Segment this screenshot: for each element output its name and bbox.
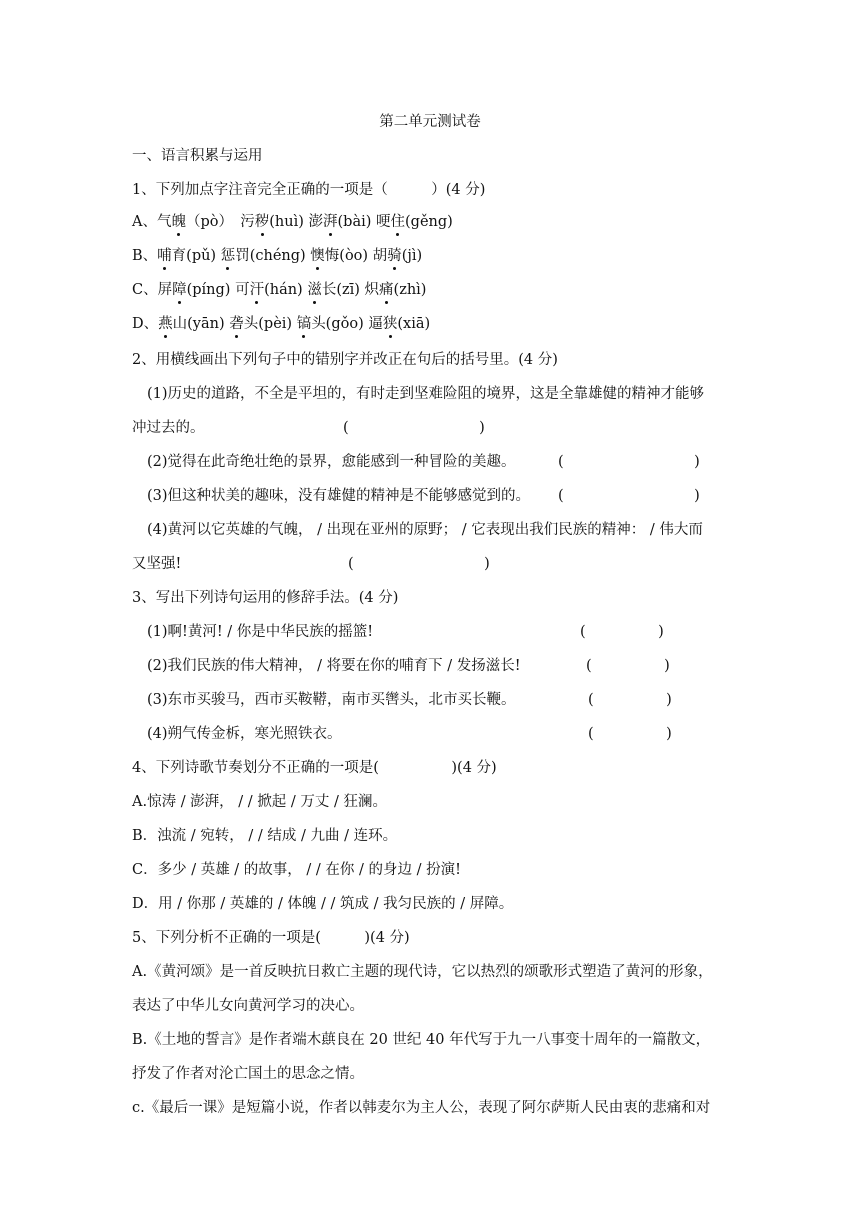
- answer-bracket: ( ): [343, 420, 485, 436]
- question-5-option-b-cont: 抒发了作者对沦亡国土的思念之情。: [132, 1066, 364, 1082]
- question-1-option-b: [132, 246, 740, 266]
- question-2-item-1-cont: 冲过去的。: [132, 420, 205, 436]
- option-text: 罚(chéng): [235, 248, 311, 264]
- option-text: (huì) 澎: [269, 214, 323, 230]
- dotted-character: 秽: [254, 214, 270, 230]
- question-4-stem: 4、下列诗歌节奏划分不正确的一项是( )(4 分): [132, 760, 497, 776]
- option-text: 山(yān): [172, 316, 230, 332]
- question-3-item-3: (3)东市买骏马，西市买鞍鞯，南市买辔头，北市买长鞭。: [147, 692, 516, 708]
- answer-bracket: ( ): [580, 624, 664, 640]
- option-text: (bài) 哽: [337, 214, 391, 230]
- question-5-option-b: B.《土地的誓言》是作者端木蕻良在 20 世纪 40 年代写于九一八事变十周年的一篇散文，: [132, 1032, 711, 1048]
- dotted-character: 砻: [229, 316, 244, 332]
- question-1-option-d: [132, 314, 740, 334]
- dotted-character: 滋: [307, 282, 322, 298]
- option-text: C、屏: [132, 282, 173, 298]
- dotted-character: 懊: [310, 248, 325, 264]
- option-text: A、气: [132, 214, 172, 230]
- option-text: 头(gǒo) 逼: [311, 316, 383, 332]
- answer-bracket: ( ): [558, 454, 700, 470]
- dotted-character: 障: [172, 282, 187, 298]
- option-text: (jì): [401, 248, 423, 264]
- section-heading: 一、语言积累与运用: [132, 148, 263, 164]
- question-5-option-a: A.《黄河颂》是一首反映抗日救亡主题的现代诗，它以热烈的颂歌形式塑造了黄河的形象，: [132, 964, 713, 980]
- question-4-option-b: B．浊流 / 宛转， / / 结成 / 九曲 / 连环。: [132, 828, 398, 844]
- dotted-character: 哺: [157, 248, 172, 264]
- answer-bracket: ( ): [586, 658, 670, 674]
- option-text: （pò） 污: [185, 214, 255, 230]
- answer-bracket: ( ): [558, 488, 700, 504]
- page-title: 第二单元测试卷: [379, 114, 481, 130]
- question-2-item-3: (3)但这种状美的趣味，没有雄健的精神是不能够感觉到的。: [147, 488, 531, 504]
- question-5-option-c: c.《最后一课》是短篇小说，作者以韩麦尔为主人公，表现了阿尔萨斯人民由衷的悲痛和对: [132, 1100, 711, 1116]
- question-3-item-4: (4)朔气传金柝，寒光照铁衣。: [147, 726, 342, 742]
- question-3-item-2: (2)我们民族的伟大精神， / 将要在你的哺育下 / 发扬滋长!: [147, 658, 521, 674]
- question-5-option-a-cont: 表达了中华儿女向黄河学习的决心。: [132, 998, 364, 1014]
- option-text: 育(pǔ): [171, 248, 221, 264]
- question-3-stem: 3、写出下列诗句运用的修辞手法。(4 分): [132, 590, 399, 606]
- option-text: 长(zī) 炽: [321, 282, 380, 298]
- question-2-item-2: (2)觉得在此奇绝壮绝的景界，愈能感到一种冒险的美趣。: [147, 454, 516, 470]
- answer-bracket: ( ): [588, 692, 672, 708]
- option-text: (hán): [264, 282, 308, 298]
- option-text: (zhì): [393, 282, 427, 298]
- answer-bracket: ( ): [588, 726, 672, 742]
- question-5-stem: 5、下列分析不正确的一项是( )(4 分): [132, 930, 410, 946]
- dotted-character: 镐: [296, 316, 312, 332]
- dotted-character: 汗: [249, 282, 265, 298]
- option-text: (píng) 可: [186, 282, 250, 298]
- option-text: 头(pèi): [243, 316, 297, 332]
- dotted-character: 惩: [220, 248, 236, 264]
- question-2-item-4: (4)黄河以它英雄的气魄， / 出现在亚州的原野； / 它表现出我们民族的精神： / 伟大而: [147, 522, 703, 538]
- dotted-character: 湃: [323, 214, 338, 230]
- dotted-character: 痛: [379, 282, 394, 298]
- answer-bracket: ( ): [348, 556, 490, 572]
- dotted-character: 魄: [171, 214, 186, 230]
- dotted-character: 狭: [382, 316, 398, 332]
- dotted-character: 骑: [387, 248, 402, 264]
- dotted-character: 燕: [158, 316, 173, 332]
- option-text: (gěng): [405, 214, 453, 230]
- question-2-item-1: (1)历史的道路，不全是平坦的，有时走到坚难险阻的境界，这是全靠雄健的精神才能够: [147, 386, 705, 402]
- option-text: B、: [132, 248, 158, 264]
- question-4-option-c: C．多少 / 英雄 / 的故事， / / 在你 / 的身边 / 扮演!: [132, 862, 461, 878]
- question-4-option-a: A.惊涛 / 澎湃， / / 掀起 / 万丈 / 狂澜。: [132, 794, 387, 810]
- option-text: (xiā): [397, 316, 431, 332]
- question-1-option-a: [132, 212, 740, 232]
- question-2-stem: 2、用横线画出下列句子中的错别字并改正在句后的括号里。(4 分): [132, 352, 558, 368]
- question-4-option-d: D．用 / 你那 / 英雄的 / 体魄 / / 筑成 / 我匀民族的 / 屏障。: [132, 896, 514, 912]
- dotted-character: 住: [390, 214, 405, 230]
- option-text: 悔(òo) 胡: [324, 248, 388, 264]
- question-3-item-1: (1)啊!黄河! / 你是中华民族的摇篮!: [147, 624, 374, 640]
- question-1-stem: 1、下列加点字注音完全正确的一项是（ ）(4 分): [132, 182, 486, 198]
- question-2-item-4-cont: 又坚强!: [132, 556, 182, 572]
- question-1-option-c: [132, 280, 740, 300]
- option-text: D、: [132, 316, 159, 332]
